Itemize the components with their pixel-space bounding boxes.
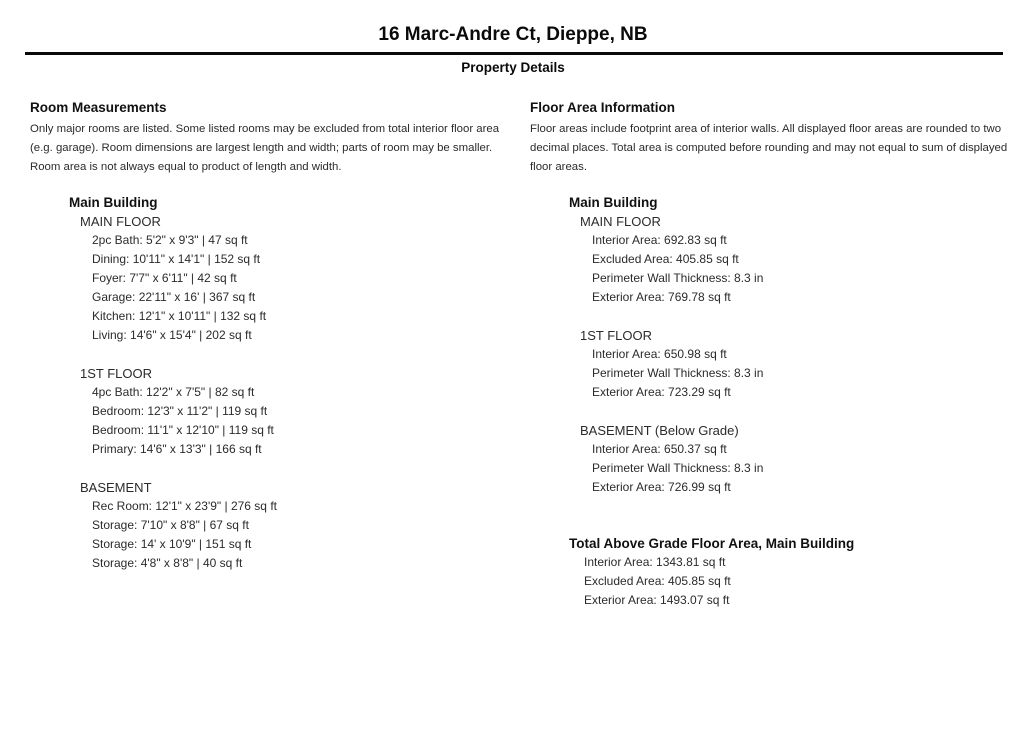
floor-area-note: Floor areas include footprint area of interior walls. All displayed floor areas are rounded to two decimal places. Total area is computed before rounding and may not equal to sum of displayed floor areas. — [530, 123, 1008, 173]
floor-block-basement — [30, 478, 506, 573]
room-measurements-heading: Room Measurements — [30, 100, 167, 115]
area-row: Exterior Area: 769.78 sq ft — [592, 290, 731, 304]
room-row: 2pc Bath: 5'2" x 9'3" | 47 sq ft — [92, 233, 248, 247]
room-row: Garage: 22'11" x 16' | 367 sq ft — [92, 290, 256, 304]
floor-block-main-floor — [530, 212, 1008, 307]
room-row: Bedroom: 12'3" x 11'2" | 119 sq ft — [92, 404, 268, 418]
area-row: Excluded Area: 405.85 sq ft — [592, 252, 739, 266]
area-row: Exterior Area: 723.29 sq ft — [592, 385, 731, 399]
floor-area-building — [530, 193, 1008, 497]
room-row: Dining: 10'11" x 14'1" | 152 sq ft — [92, 252, 261, 266]
room-row: Primary: 14'6" x 13'3" | 166 sq ft — [92, 442, 262, 456]
floor-name: 1ST FLOOR — [80, 366, 153, 381]
room-row: Foyer: 7'7" x 6'11" | 42 sq ft — [92, 271, 237, 285]
floor-block-1st-floor — [530, 326, 1008, 402]
building-name: Main Building — [69, 195, 158, 210]
floor-block-1st-floor — [30, 364, 506, 459]
floor-name: BASEMENT — [80, 480, 152, 495]
document-header — [0, 24, 1026, 76]
page-subtitle: Property Details — [461, 60, 565, 75]
room-measurements-note: Only major rooms are listed. Some listed rooms may be excluded from total interior floor area (e.g. garage). Room dimensions are largest length and width; parts of room may be smaller. Room area is not always equal to product of length and width. — [30, 123, 500, 173]
room-row: Kitchen: 12'1" x 10'11" | 132 sq ft — [92, 309, 267, 323]
area-row: Perimeter Wall Thickness: 8.3 in — [592, 461, 764, 475]
area-row: Interior Area: 1343.81 sq ft — [584, 555, 726, 569]
floor-name: MAIN FLOOR — [80, 214, 161, 229]
area-row: Perimeter Wall Thickness: 8.3 in — [592, 271, 764, 285]
room-measurements-section — [30, 98, 506, 610]
property-details-page — [0, 24, 1026, 610]
floor-block-main-floor — [30, 212, 506, 345]
page-title: 16 Marc-Andre Ct, Dieppe, NB — [378, 24, 648, 45]
area-row: Interior Area: 650.98 sq ft — [592, 347, 727, 361]
room-row: Rec Room: 12'1" x 23'9" | 276 sq ft — [92, 499, 277, 513]
content-columns — [30, 98, 1008, 610]
floor-name: MAIN FLOOR — [580, 214, 661, 229]
title-divider — [25, 52, 1003, 55]
room-row: Living: 14'6" x 15'4" | 202 sq ft — [92, 328, 252, 342]
room-row: Storage: 4'8" x 8'8" | 40 sq ft — [92, 556, 243, 570]
building-name: Main Building — [569, 195, 658, 210]
room-row: 4pc Bath: 12'2" x 7'5" | 82 sq ft — [92, 385, 255, 399]
room-row: Bedroom: 11'1" x 12'10" | 119 sq ft — [92, 423, 274, 437]
room-measurements-building — [30, 193, 506, 573]
room-row: Storage: 7'10" x 8'8" | 67 sq ft — [92, 518, 249, 532]
total-above-grade-block — [530, 534, 1008, 610]
floor-area-section — [530, 98, 1008, 610]
area-row: Perimeter Wall Thickness: 8.3 in — [592, 366, 764, 380]
floor-block-basement — [530, 421, 1008, 497]
area-row: Excluded Area: 405.85 sq ft — [584, 574, 731, 588]
area-row: Interior Area: 650.37 sq ft — [592, 442, 727, 456]
floor-name: BASEMENT (Below Grade) — [580, 423, 739, 438]
area-row: Interior Area: 692.83 sq ft — [592, 233, 727, 247]
floor-area-heading: Floor Area Information — [530, 100, 676, 115]
total-above-grade-heading: Total Above Grade Floor Area, Main Building — [569, 536, 855, 551]
area-row: Exterior Area: 726.99 sq ft — [592, 480, 731, 494]
floor-name: 1ST FLOOR — [580, 328, 653, 343]
area-row: Exterior Area: 1493.07 sq ft — [584, 593, 730, 607]
room-row: Storage: 14' x 10'9" | 151 sq ft — [92, 537, 252, 551]
